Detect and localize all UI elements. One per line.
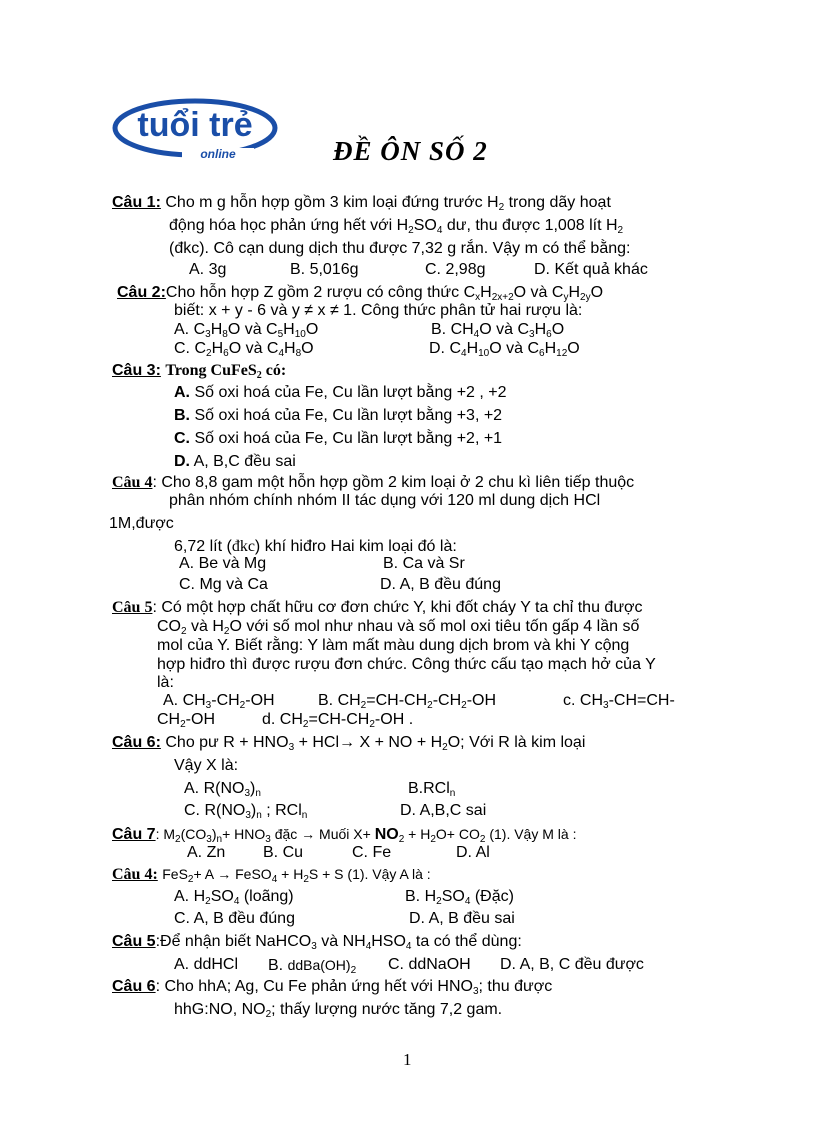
q7-option-d: D. Al: [456, 844, 490, 861]
q4-line1: [112, 473, 634, 493]
q5-option-b: B. $CH_2=CH-CH_2-CH_2-OH$: [318, 692, 497, 711]
q2-option-c: C. $C_2H_6O$ và $C_4H_8O$: [174, 340, 314, 359]
q6-option-c: C. $R(NO_3)_n$ ; RCl$_n$: [184, 802, 308, 821]
q6-text1: Cho pư R + HNO: [165, 734, 289, 751]
q4b-option-c: C. A, B đều đúng: [174, 910, 295, 927]
q1-line1: Câu 1: Cho m g hỗn hợp gồm 3 kim loại đứng trước $H_2$ trong dãy hoạt: [112, 194, 611, 213]
q5-option-c: c. $CH_3-CH=CH-$: [563, 692, 675, 711]
q1-label: Câu 1:: [112, 194, 161, 211]
q5b-line1: Câu 5:Để nhận biết NaHCO$_3$ và $NH_4HSO_4$ ta có thể dùng:: [112, 933, 522, 952]
q6-label: Câu 6:: [112, 734, 161, 751]
q4-text4b: đkc: [231, 538, 255, 555]
q7-label: Câu 7: [112, 826, 156, 843]
q5-text1: : Có một hợp chất hữu cơ đơn chức Y, khi đốt cháy Y ta chỉ thu được: [152, 599, 643, 616]
q5-option-c-cont: $CH_2-OH$: [157, 711, 215, 730]
q4-option-c: C. Mg và Ca: [179, 576, 268, 593]
q5b-text1: :Để nhận biết NaHCO: [155, 933, 312, 950]
q4-text1: : Cho 8,8 gam một hỗn hợp gồm 2 kim loại ở 2 chu kì liên tiếp thuộc: [152, 474, 635, 491]
q3-label: Câu 3:: [112, 362, 161, 379]
q6b-line2: hhG:NO, $NO_2$; thấy lượng nước tăng 7,2 gam.: [174, 1001, 503, 1020]
page-title: ĐỀ ÔN SỐ 2: [333, 136, 488, 166]
q4b-option-d: D. A, B đều sai: [409, 910, 515, 927]
q2-label: Câu 2:: [117, 284, 166, 301]
q1-option-c: C. 2,98g: [425, 261, 486, 278]
q7-option-b: B. Cu: [263, 844, 304, 861]
q5-text2: với số mol như nhau và số mol oxi tiêu tốn gấp 4 lần số: [246, 618, 640, 635]
q4-text4a: 6,72 lít (: [174, 538, 232, 555]
q5-line2: $CO_2$ và $H_2O$ với số mol như nhau và số mol oxi tiêu tốn gấp 4 lần số: [157, 618, 640, 637]
q3-option-c: C. Số oxi hoá của Fe, Cu lần lượt bằng +2, +1: [174, 430, 503, 447]
q3-option-d: D. A, B,C đều sai: [174, 453, 296, 470]
q6b-text2: hhG:NO, NO: [174, 1001, 266, 1018]
q5-option-d: d. $CH_2=CH-CH_2-OH$ .: [262, 711, 414, 730]
q3-option-a-text: Số oxi hoá của Fe, Cu lần lượt bằng +2 , +2: [194, 384, 507, 401]
page-number: 1: [403, 1050, 412, 1069]
q1-text2: động hóa học phản ứng hết với H: [169, 217, 409, 234]
q5b-label: Câu 5: [112, 933, 156, 950]
q1-line2: động hóa học phản ứng hết với $H_2SO_4$ dư, thu được 1,008 lít $H_2$: [169, 217, 624, 236]
q3-option-b: B. Số oxi hoá của Fe, Cu lần lượt bằng +3, +2: [174, 407, 503, 424]
q4-option-b: B. Ca và Sr: [383, 555, 465, 572]
q5b-option-d: D. A, B, C đều được: [500, 956, 644, 973]
q2-text1: Cho hỗn hợp Z gồm 2 rượu có công thức C: [165, 284, 476, 301]
q4-option-d: D. A, B đều đúng: [380, 576, 501, 593]
q6-option-b: B.RCl$_n$: [408, 780, 456, 799]
q1-option-b: B. 5,016g: [290, 261, 359, 278]
q4-option-a: A. Be và Mg: [179, 555, 267, 572]
q5-line3: mol của Y. Biết rằng: Y làm mất màu dung dịch brom và khi Y cộng: [157, 637, 630, 654]
q5b-option-a: A. ddHCl: [174, 956, 239, 973]
q7-option-a: A. Zn: [187, 844, 226, 861]
q5-label: Câu 5: [112, 599, 153, 616]
logo-top-text: tuổi trẻ: [137, 106, 253, 144]
q7-line1: Câu 7: $M_2(CO_3)_n+ HNO_3$ đặc → Muối $X+ NO_2 + H_2O+ CO_2$ (1). Vậy M là :: [112, 826, 577, 845]
q6-line1: Câu 6: Cho pư $R + HNO_3 + HCl\to X$ + NO + $H_2O$; Với R là kim loại: [112, 734, 586, 753]
q7-option-c: C. Fe: [352, 844, 392, 861]
q6b-line1: Câu 6: Cho hhA; Ag, Cu Fe phản ứng hết với $HNO_3$; thu được: [112, 978, 553, 997]
q1-option-d: D. Kết quả khác: [534, 261, 648, 278]
q6b-text2-end: ; thấy lượng nước tăng 7,2 gam.: [271, 1001, 503, 1018]
q6-option-d: D. A,B,C sai: [400, 802, 487, 819]
q2-line1: Câu 2:Cho hỗn hợp Z gồm 2 rượu có công thức $C_xH_{2x+2}O$ và $C_yH_{2y}O$: [117, 284, 604, 303]
q3-option-a: A. Số oxi hoá của Fe, Cu lần lượt bằng +2 , +2: [174, 384, 507, 401]
q6b-label: Câu 6: [112, 978, 156, 995]
q4b-option-a: A. $H_2SO_4$ (loãng): [174, 888, 294, 907]
q4b-label: Câu 4:: [112, 866, 158, 883]
q1-text1: Cho m g hỗn hợp gồm 3 kim loại đứng trước H: [165, 194, 499, 211]
q5-line1: [112, 598, 643, 618]
q5-option-a: A. $CH_3-CH_2-OH$: [163, 692, 275, 711]
q5b-option-c: C. ddNaOH: [388, 956, 471, 973]
q4b-line1: Câu 4: FeS$_2$+ A → FeSO$_4$ + $H_2S + S$ (1). Vậy A là :: [112, 866, 431, 885]
q5-line4: hợp hiđro thì được rượu đơn chức. Công thức cấu tạo mạch hở của Y: [157, 656, 656, 673]
q3-option-d-text: A, B,C đều sai: [193, 453, 296, 470]
q2-option-b: B. $CH_4O$ và $C_3H_6O$: [431, 321, 565, 340]
q2-line2: biết: x + y - 6 và y ≠ x ≠ 1. Công thức phân tử hai rượu là:: [174, 302, 583, 319]
q6-option-a: A. $R(NO_3)_n$: [184, 780, 261, 799]
q1-option-a: A. 3g: [189, 261, 227, 278]
q6-line2: Vậy X là:: [174, 757, 239, 774]
q5-line5: là:: [157, 674, 174, 691]
q5b-option-b: B. $ddBa(OH)_2$: [268, 957, 357, 976]
q2-option-a: A. $C_3H_8O$ và $C_5H_{10}O$: [174, 321, 319, 340]
q4-label: Câu 4: [112, 474, 153, 491]
tuoi-tre-logo: [112, 98, 278, 162]
q2-option-d: D. $C_4H_{10}O$ và $C_6H_{12}O$: [429, 340, 580, 359]
q3-line1: Câu 3: Trong CuFeS$_2$ có:: [112, 362, 287, 381]
q4-line2: phân nhóm chính nhóm II tác dụng với 120 ml dung dịch HCl: [169, 492, 601, 509]
q4b-option-b: B. $H_2SO_4$ (Đặc): [405, 888, 514, 907]
q4-line3: 1M,được: [109, 515, 174, 532]
logo-bottom-text: online: [200, 147, 236, 161]
q3-option-c-text: Số oxi hoá của Fe, Cu lần lượt bằng +2, +1: [194, 430, 503, 447]
q4-text4c: ) khí hiđro Hai kim loại đó là:: [254, 538, 457, 555]
q3-option-b-text: Số oxi hoá của Fe, Cu lần lượt bằng +3, +2: [194, 407, 503, 424]
q1-line3: (đkc). Cô cạn dung dịch thu được 7,32 g rắn. Vậy m có thể bằng:: [169, 240, 631, 257]
q6b-text1-end: ; thu được: [478, 978, 553, 995]
q3-head: Trong CuFeS: [165, 362, 257, 379]
q6b-text1: : Cho hhA; Ag, Cu Fe phản ứng hết với HNO: [155, 978, 473, 995]
